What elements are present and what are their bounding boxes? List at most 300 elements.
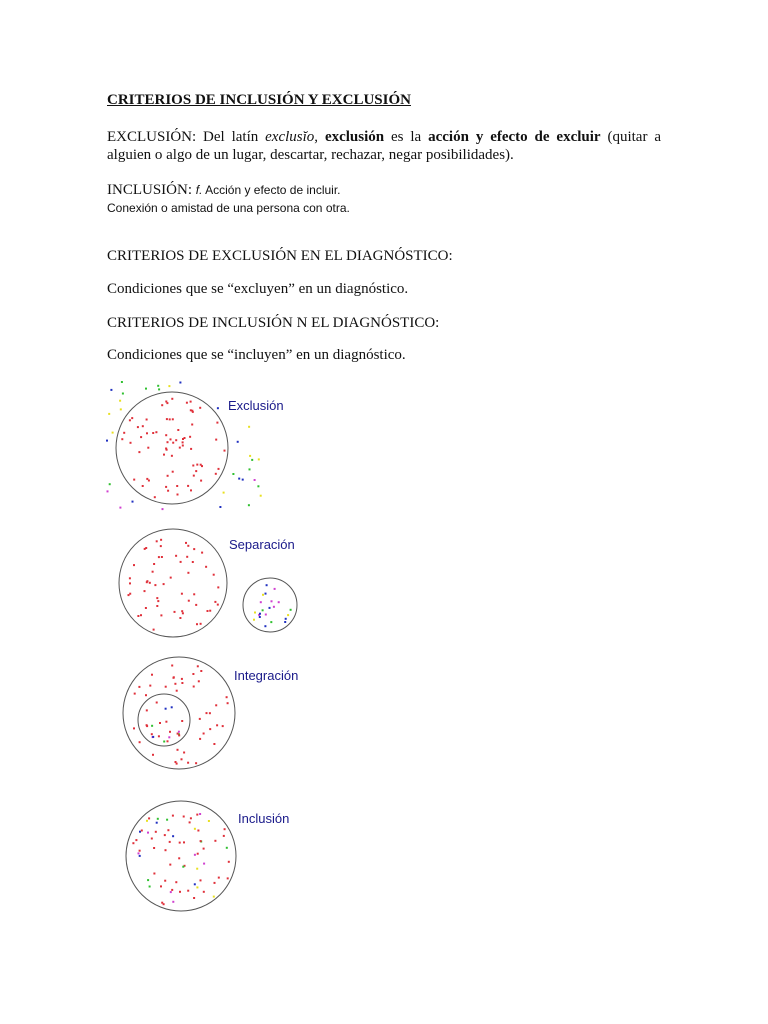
dot — [165, 486, 167, 488]
dot — [164, 880, 166, 882]
dot — [200, 480, 202, 482]
dot — [154, 496, 156, 498]
dot — [172, 471, 174, 473]
dot — [200, 840, 202, 842]
dot — [145, 694, 147, 696]
dot — [135, 839, 137, 841]
dot — [217, 586, 219, 588]
dot — [176, 690, 178, 692]
dot — [219, 506, 221, 508]
dot — [253, 619, 255, 621]
dot — [181, 678, 183, 680]
dot — [187, 545, 189, 547]
dot — [189, 436, 191, 438]
dot — [156, 702, 158, 704]
exclusion-bold-phrase: acción y efecto de excluir — [428, 129, 601, 145]
dot — [178, 857, 180, 859]
dot — [284, 621, 286, 623]
dot — [193, 475, 195, 477]
dot — [223, 492, 225, 494]
dot — [169, 418, 171, 420]
dot — [179, 891, 181, 893]
dot — [139, 831, 141, 833]
dot — [119, 507, 121, 509]
dot — [182, 441, 184, 443]
dot — [133, 727, 135, 729]
dot — [171, 706, 173, 708]
dot — [181, 593, 183, 595]
exclusion-text-3: es la — [384, 129, 429, 145]
dot — [152, 736, 154, 738]
dot — [185, 542, 187, 544]
dot — [108, 413, 110, 415]
dot — [149, 685, 151, 687]
dot — [158, 556, 160, 558]
dot — [215, 704, 217, 706]
dot — [273, 606, 275, 608]
dot — [248, 426, 250, 428]
dot — [222, 725, 224, 727]
dot — [195, 762, 197, 764]
dot — [226, 696, 228, 698]
dot — [196, 623, 198, 625]
criterios-inclusion-text: Condiciones que se “incluyen” en un diagnóstico. — [107, 347, 406, 363]
dot — [181, 682, 183, 684]
dot — [153, 629, 155, 631]
dot — [209, 712, 211, 714]
dot — [178, 734, 180, 736]
dot — [200, 879, 202, 881]
dot — [209, 728, 211, 730]
panel-integracion — [123, 657, 298, 769]
dot — [226, 847, 228, 849]
dot — [224, 828, 226, 830]
dot — [182, 445, 184, 447]
dot — [208, 820, 210, 822]
dot — [199, 738, 201, 740]
dot — [120, 408, 122, 410]
exclusion-text-1: Del latín — [196, 129, 266, 145]
dot — [217, 407, 219, 409]
dot — [137, 615, 139, 617]
inclusion-def-1: Acción y efecto de incluir. — [202, 183, 341, 197]
inclusion-term: INCLUSIÓN: — [107, 182, 192, 198]
dot — [163, 903, 165, 905]
dot — [107, 490, 109, 492]
dot — [155, 831, 157, 833]
dot — [187, 485, 189, 487]
dot — [200, 623, 202, 625]
dot — [227, 877, 229, 879]
dot — [227, 702, 229, 704]
label-integracion: Integración — [234, 668, 299, 683]
exclusion-term: EXCLUSIÓN: — [107, 129, 197, 145]
dot — [269, 607, 271, 609]
panel-exclusion — [106, 381, 284, 510]
dot — [179, 382, 181, 384]
dot — [257, 485, 259, 487]
inclusion-diagram — [100, 375, 330, 920]
dot — [138, 852, 140, 854]
dot — [287, 614, 289, 616]
dot — [183, 752, 185, 754]
dot — [173, 677, 175, 679]
dot — [177, 429, 179, 431]
dot — [121, 381, 123, 383]
dot — [182, 612, 184, 614]
dot — [203, 848, 205, 850]
dot — [213, 574, 215, 576]
dot — [215, 439, 217, 441]
dot — [109, 483, 111, 485]
dot — [138, 451, 140, 453]
dot — [238, 478, 240, 480]
dot — [248, 504, 250, 506]
dot — [194, 828, 196, 830]
dot — [129, 582, 131, 584]
dot — [262, 594, 264, 596]
dot — [193, 686, 195, 688]
dot — [163, 583, 165, 585]
dot — [183, 841, 185, 843]
dot — [179, 447, 181, 449]
dot — [237, 441, 239, 443]
dot — [146, 820, 148, 822]
dot — [149, 886, 151, 888]
dot — [145, 607, 147, 609]
dot — [163, 454, 165, 456]
dot — [147, 879, 149, 881]
dot — [119, 400, 121, 402]
dot — [162, 508, 164, 510]
dot — [149, 582, 151, 584]
dot — [131, 417, 133, 419]
dot — [196, 814, 198, 816]
dot — [206, 712, 208, 714]
dot — [177, 733, 179, 735]
dot — [160, 614, 162, 616]
dot — [165, 849, 167, 851]
dot — [260, 601, 262, 603]
dot — [146, 478, 148, 480]
dot — [196, 868, 198, 870]
separacion-dots — [128, 539, 292, 631]
dot — [139, 741, 141, 743]
exclusion-latin-word: exclusĭo — [265, 129, 315, 145]
dot — [190, 401, 192, 403]
dot — [195, 604, 197, 606]
separacion-small-circle — [243, 578, 297, 632]
dot — [165, 434, 167, 436]
dot — [167, 829, 169, 831]
dot — [175, 555, 177, 557]
dot — [259, 613, 261, 615]
dot — [203, 733, 205, 735]
dot — [165, 721, 167, 723]
dot — [174, 683, 176, 685]
dot — [171, 455, 173, 457]
dot — [142, 485, 144, 487]
dot — [167, 740, 169, 742]
diagram-svg — [100, 375, 330, 920]
dot — [224, 450, 226, 452]
dot — [151, 674, 153, 676]
label-inclusion: Inclusión — [238, 811, 290, 826]
dot — [199, 813, 201, 815]
dot — [172, 835, 174, 837]
dot — [179, 842, 181, 844]
integracion-outer-circle — [123, 657, 235, 769]
dot — [182, 866, 184, 868]
dot — [223, 835, 225, 837]
dot — [147, 832, 149, 834]
page-title: CRITERIOS DE INCLUSIÓN Y EXCLUSIÓN — [107, 92, 411, 108]
dot — [174, 611, 176, 613]
dot — [151, 725, 153, 727]
dot — [183, 816, 185, 818]
dot — [148, 817, 150, 819]
dot — [218, 877, 220, 879]
dot — [197, 853, 199, 855]
dot — [278, 601, 280, 603]
dot — [176, 485, 178, 487]
dot — [216, 422, 218, 424]
dot — [123, 432, 125, 434]
dot — [264, 625, 266, 627]
dot — [163, 741, 165, 743]
dot — [274, 588, 276, 590]
dot — [175, 761, 177, 763]
dot — [153, 563, 155, 565]
dot — [151, 838, 153, 840]
dot — [209, 610, 211, 612]
dot — [164, 834, 166, 836]
panel-separacion — [119, 529, 297, 637]
dot — [218, 468, 220, 470]
dot — [128, 594, 130, 596]
dot — [132, 501, 134, 503]
dot — [242, 479, 244, 481]
dot — [110, 389, 112, 391]
dot — [165, 448, 167, 450]
dot — [165, 401, 167, 403]
dot — [177, 749, 179, 751]
dot — [258, 458, 260, 460]
dot — [192, 561, 194, 563]
dot — [122, 393, 124, 395]
dot — [112, 432, 114, 434]
dot — [166, 819, 168, 821]
dot — [187, 572, 189, 574]
dot — [254, 612, 256, 614]
dot — [197, 665, 199, 667]
dot — [205, 566, 207, 568]
dot — [214, 882, 216, 884]
dot — [133, 479, 135, 481]
dot — [172, 442, 174, 444]
dot — [134, 693, 136, 695]
dot — [140, 436, 142, 438]
dot — [161, 404, 163, 406]
dot — [196, 886, 198, 888]
dot — [196, 464, 198, 466]
dot — [191, 424, 193, 426]
dot — [254, 479, 256, 481]
dot — [190, 448, 192, 450]
dot — [146, 581, 148, 583]
dot — [160, 545, 162, 547]
dot — [168, 385, 170, 387]
dot — [156, 597, 158, 599]
dot — [132, 842, 134, 844]
dot — [154, 584, 156, 586]
dot — [200, 670, 202, 672]
criterios-exclusion-text: Condiciones que se “excluyen” en un diagnóstico. — [107, 281, 409, 297]
dot — [157, 600, 159, 602]
dot — [175, 439, 177, 441]
dot — [192, 465, 194, 467]
inclusion-circle — [126, 801, 236, 911]
dot — [153, 873, 155, 875]
dot — [181, 720, 183, 722]
dot — [171, 889, 173, 891]
dot — [201, 552, 203, 554]
dot — [203, 863, 205, 865]
dot — [156, 822, 158, 824]
dot — [265, 593, 267, 595]
dot — [161, 556, 163, 558]
dot — [129, 419, 131, 421]
exclusion-text-2: , — [314, 129, 325, 145]
dot — [167, 441, 169, 443]
inclusion-abbr: f. — [195, 183, 203, 197]
dot — [249, 455, 251, 457]
dot — [146, 432, 148, 434]
separacion-large-circle — [119, 529, 227, 637]
dot — [140, 614, 142, 616]
dot — [170, 577, 172, 579]
dot — [290, 609, 292, 611]
dot — [194, 883, 196, 885]
dot — [170, 891, 172, 893]
dot — [199, 718, 201, 720]
dot — [259, 616, 261, 618]
criterios-exclusion-heading: CRITERIOS DE EXCLUSIÓN EN EL DIAGNÓSTICO: — [107, 248, 453, 264]
exclusion-bold-word: exclusión — [324, 129, 385, 145]
dot — [271, 600, 273, 602]
dot — [195, 470, 197, 472]
dot — [153, 847, 155, 849]
dot — [179, 617, 181, 619]
dot — [152, 571, 154, 573]
dot — [151, 733, 153, 735]
dot — [270, 621, 272, 623]
dot — [168, 736, 170, 738]
dot — [188, 600, 190, 602]
label-exclusion: Exclusión — [228, 398, 284, 413]
dot — [170, 438, 172, 440]
exclusion-definition — [107, 128, 661, 164]
dot — [139, 855, 141, 857]
dot — [157, 818, 159, 820]
dot — [180, 561, 182, 563]
dot — [171, 665, 173, 667]
dot — [175, 881, 177, 883]
dot — [198, 680, 200, 682]
integracion-dots — [133, 665, 229, 765]
dot — [160, 539, 162, 541]
dot — [167, 490, 169, 492]
dot — [146, 725, 148, 727]
dot — [156, 540, 158, 542]
dot — [177, 494, 179, 496]
label-separacion: Separación — [229, 537, 295, 552]
dot — [166, 418, 168, 420]
dot — [139, 850, 141, 852]
dot — [178, 731, 180, 733]
dot — [214, 601, 216, 603]
dot — [192, 673, 194, 675]
dot — [207, 610, 209, 612]
dot — [156, 605, 158, 607]
dot — [145, 547, 147, 549]
dot — [187, 890, 189, 892]
dot — [266, 584, 268, 586]
dot — [213, 743, 215, 745]
dot — [121, 438, 123, 440]
dot — [169, 731, 171, 733]
dot — [129, 577, 131, 579]
dot — [262, 609, 264, 611]
dot — [217, 604, 219, 606]
dot — [130, 442, 132, 444]
inclusion-dots — [132, 813, 229, 905]
dot — [145, 388, 147, 390]
dot — [193, 897, 195, 899]
dot — [157, 385, 159, 387]
dot — [189, 821, 191, 823]
dot — [213, 896, 215, 898]
dot — [216, 724, 218, 726]
dot — [228, 861, 230, 863]
dot — [251, 459, 253, 461]
dot — [165, 686, 167, 688]
dot — [186, 556, 188, 558]
dot — [265, 614, 267, 616]
dot — [193, 593, 195, 595]
dot — [285, 618, 287, 620]
dot — [187, 762, 189, 764]
dot — [203, 891, 205, 893]
dot — [249, 468, 251, 470]
dot — [152, 754, 154, 756]
dot — [146, 709, 148, 711]
dot — [172, 901, 174, 903]
dot — [172, 815, 174, 817]
dot — [197, 830, 199, 832]
dot — [167, 475, 169, 477]
dot — [146, 419, 148, 421]
dot — [181, 758, 183, 760]
dot — [152, 432, 154, 434]
dot — [194, 854, 196, 856]
dot — [200, 464, 202, 466]
dot — [190, 489, 192, 491]
dot — [106, 440, 108, 442]
panel-inclusion — [126, 801, 289, 911]
criterios-inclusion-heading: CRITERIOS DE INCLUSIÓN N EL DIAGNÓSTICO: — [107, 315, 440, 331]
dot — [147, 447, 149, 449]
